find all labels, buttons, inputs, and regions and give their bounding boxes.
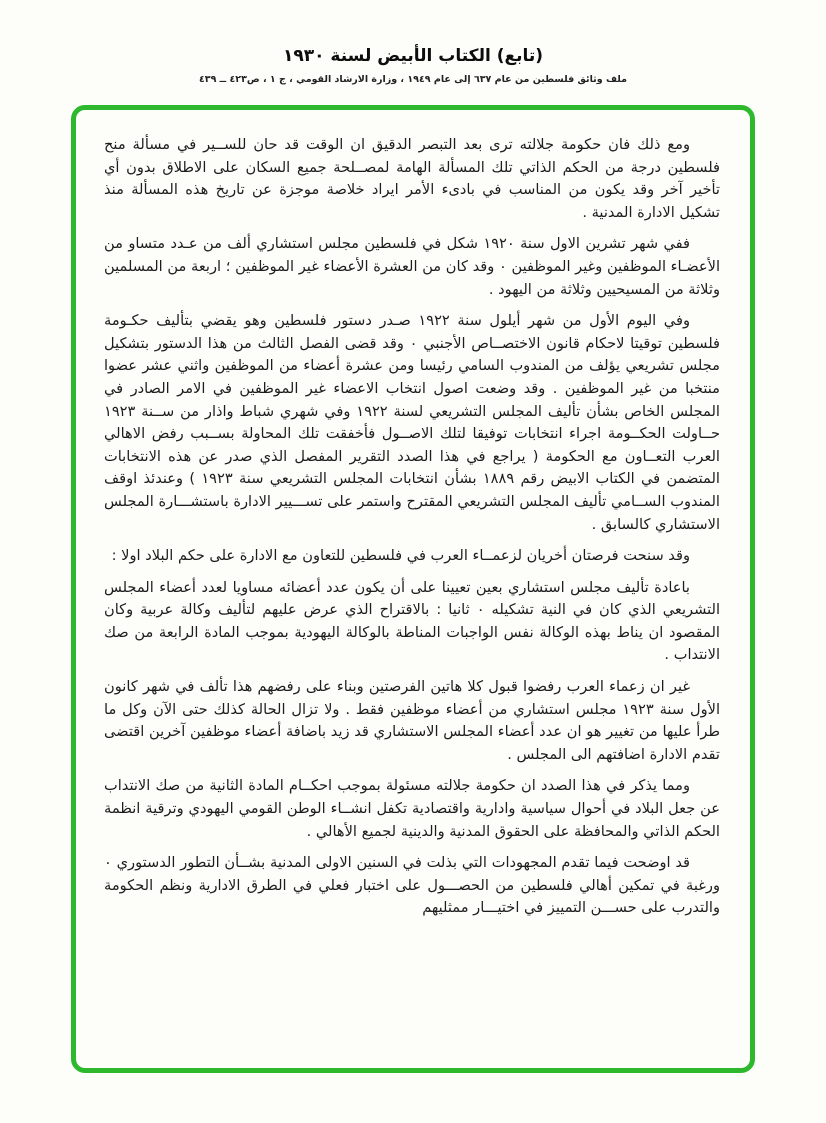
paragraph: قد اوضحت فيما تقدم المجهودات التي بذلت في السنين الاولى المدنية بشــأن التطور الدستوري ٠ ورغبة في تمكين أهالي فلسطين من الحصـــول على اختبار فعلي في الطرق الادارية ونظم الحكومة والتدرب على حســـن التمييز في اختيـــار ممثليهم — [104, 854, 720, 917]
page-header — [0, 0, 826, 85]
document-body — [104, 134, 720, 920]
paragraph: وفي اليوم الأول من شهر أيلول سنة ١٩٢٢ صـدر دستور فلسطين وهو يقضي بتأليف حكـومة فلسطين توقيتا لاحكام قانون الاختصــاص الأجنبي ٠ وقد قضى الفصل الثالث من هذا الدستور بتشكيل مجلس تشريعي يؤلف من المندوب السامي رئيسا ومن عشرة أعضاء من الموظفين واثني عشر عضوا منتخبا من غير الموظفين . وقد وضعت اصول انتخاب الاعضاء غير الموظفين في الامر الصادر في المجلس الخاص بشأن تأليف المجلس التشريعي لسنة ١٩٢٢ وفي شهري شباط واذار من ســنة ١٩٢٣ حــاولت الحكــومة اجراء انتخابات توفيقا لتلك الاصــول فأخفقت تلك المحاولة بســبب رفض الاهالي العرب التعــاون مع الحكومة ( يراجع في هذا الصدد التقرير المفصل الذي صدر عن هذه الانتخابات المتضمن في الكتاب الابيض رقم ١٨٨٩ بشأن انتخابات المجلس التشريعي سنة ١٩٢٣ ) وعندئذ اوقف المندوب الســامي تأليف المجلس التشريعي المقترح واستمر على تســـيير الادارة باستشـــارة المجلس الاستشاري كالسابق . — [104, 312, 721, 533]
page-subtitle: ملف وثائق فلسطين من عام ٦٣٧ إلى عام ١٩٤٩ ، وزارة الارشاد القومي ، ج ١ ، ص٤٢٣ ــ ٤٣٩ — [198, 74, 628, 85]
paragraph: غير ان زعماء العرب رفضوا قبول كلا هاتين الفرصتين وبناء على رفضهم هذا تألف في شهر كانون الأول سنة ١٩٢٣ مجلس استشاري من أعضاء موظفين فقط . ولا تزال الحالة كذلك حتى الآن وكل ما طرأ عليها من تغيير هو ان عدد أعضاء المجلس الاستشاري قد زيد باضافة أعضاء موظفين آخرين اقتضى تقدم الادارة اضافتهم الى المجلس . — [104, 678, 720, 763]
paragraph: ومما يذكر في هذا الصدد ان حكومة جلالته مسئولة بموجب احكــام المادة الثانية من صك الانتداب عن جعل البلاد في أحوال سياسية وادارية واقتصادية تكفل انشــاء الوطن القومي اليهودي وترقية انظمة الحكم الذاتي والمحافظة على الحقوق المدنية والدينية لجميع الأهالي . — [104, 777, 720, 840]
page-title: (تابع) الكتاب الأبيض لسنة ١٩٣٠ — [282, 46, 544, 66]
paragraph: باعادة تأليف مجلس استشاري بعين تعيينا على أن يكون عدد أعضائه مساويا لعدد أعضاء المجلس التشريعي الذي كان في النية تشكيله ٠ ثانيا : بالاقتراح الذي عرض عليهم لتأليف وكالة عربية وكان المقصود ان يناط بهذه الوكالة نفس الواجبات المناطة بالوكالة اليهودية بموجب المادة الرابعة من صك الانتداب . — [104, 578, 720, 664]
green-highlight-border — [71, 105, 755, 1073]
paragraph: ومع ذلك فان حكومة جلالته ترى بعد التبصر الدقيق ان الوقت قد حان للســير في مسألة منح فلسطين درجة من الحكم الذاتي تلك المسألة الهامة لمصــلحة جميع السكان على الاطلاق بدون أي تأخير آخر وقد يكون من المناسب في بادىء الأمر ايراد خلاصة موجزة عن تاريخ هذه المسألة منذ تشكيل الادارة المدنية . — [104, 136, 720, 221]
paragraph: ففي شهر تشرين الاول سنة ١٩٢٠ شكل في فلسطين مجلس استشاري ألف من عـدد متساو من الأعضـاء الموظفين وغير الموظفين ٠ وقد كان من العشرة الأعضاء غير الموظفين ؛ اربعة من المسلمين وثلاثة من المسيحيين وثلاثة من اليهود . — [104, 235, 721, 298]
paragraph: وقد سنحت فرصتان أخريان لزعمــاء العرب في فلسطين للتعاون مع الادارة على حكم البلاد اولا : — [111, 547, 690, 565]
